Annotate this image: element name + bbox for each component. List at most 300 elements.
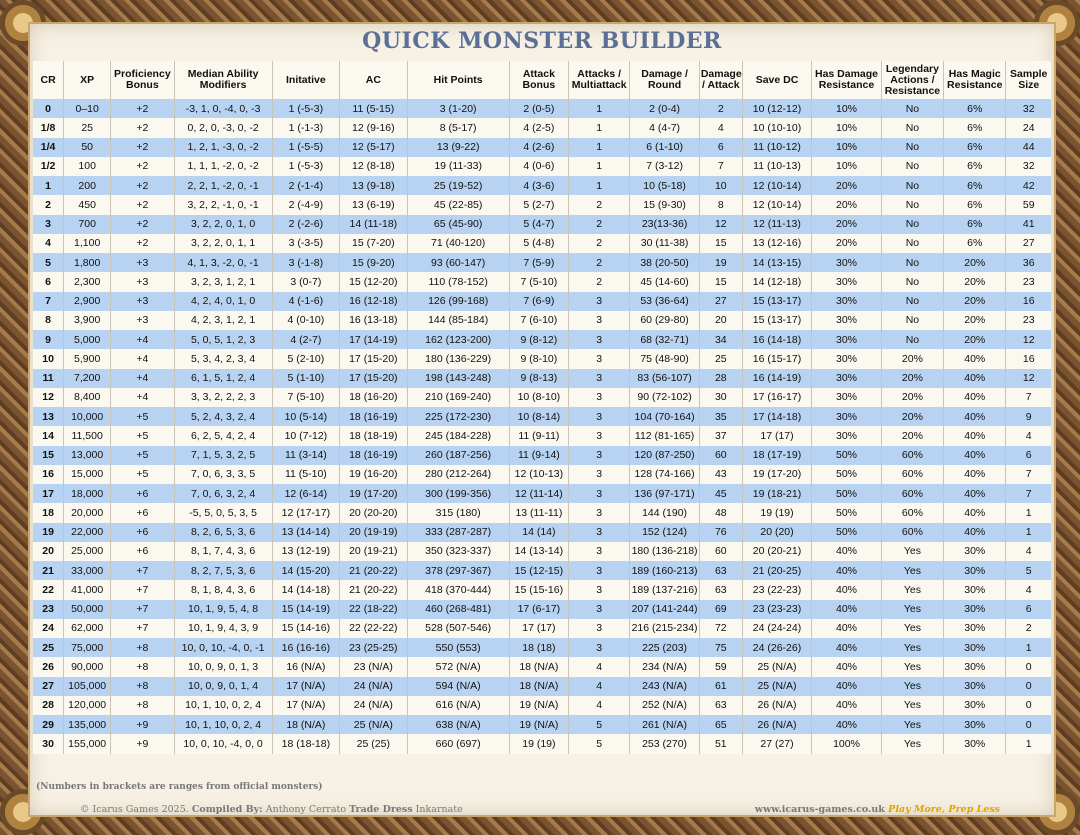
table-cell: +4 <box>111 330 174 349</box>
table-cell: 60% <box>881 484 943 503</box>
table-cell: 3 <box>569 619 630 638</box>
table-cell: 21 (20-25) <box>742 561 812 580</box>
table-cell: 180 (136-218) <box>630 542 700 561</box>
table-cell: No <box>881 118 943 137</box>
table-cell: 20 <box>699 311 742 330</box>
table-cell: 61 <box>699 677 742 696</box>
table-cell: +4 <box>111 369 174 388</box>
table-cell: 144 (190) <box>630 503 700 522</box>
table-cell: 13 (6-19) <box>340 195 407 214</box>
table-cell: 10, 0, 9, 0, 1, 4 <box>174 677 272 696</box>
table-cell: Yes <box>881 561 943 580</box>
table-cell: 40% <box>812 600 882 619</box>
table-cell: 1,800 <box>64 253 111 272</box>
table-cell: 8, 2, 7, 5, 3, 6 <box>174 561 272 580</box>
table-cell: 27 <box>1006 234 1051 253</box>
table-cell: 10 (7-12) <box>272 426 339 445</box>
table-cell: 0, 2, 0, -3, 0, -2 <box>174 118 272 137</box>
table-cell: -3, 1, 0, -4, 0, -3 <box>174 99 272 118</box>
table-cell: 14 (11-18) <box>340 215 407 234</box>
table-cell: 25 <box>33 638 64 657</box>
table-row <box>33 465 1051 484</box>
table-cell: +8 <box>111 657 174 676</box>
table-cell: 0 <box>1006 715 1051 734</box>
table-cell: 7 <box>1006 388 1051 407</box>
table-cell: 13 (14-14) <box>272 523 339 542</box>
compiled-label: Compiled By: <box>191 804 263 815</box>
table-cell: 19 <box>699 253 742 272</box>
column-header: Attack Bonus <box>509 61 568 99</box>
table-cell: 1 <box>1006 734 1051 753</box>
table-cell: 20% <box>812 215 882 234</box>
table-cell: 15 (9-20) <box>340 253 407 272</box>
table-cell: 33,000 <box>64 561 111 580</box>
table-cell: 144 (85-184) <box>407 311 509 330</box>
table-cell: 25,000 <box>64 542 111 561</box>
table-cell: 245 (184-228) <box>407 426 509 445</box>
table-cell: 4 (0-6) <box>509 157 568 176</box>
table-cell: 2,900 <box>64 292 111 311</box>
table-cell: 20% <box>812 234 882 253</box>
table-cell: 1 <box>569 99 630 118</box>
table-cell: 11,500 <box>64 426 111 445</box>
table-cell: 14 (13-15) <box>742 253 812 272</box>
footer-credits <box>80 804 463 815</box>
table-cell: 23 (22-23) <box>742 580 812 599</box>
table-cell: 20% <box>881 407 943 426</box>
table-cell: 14 (14) <box>509 523 568 542</box>
table-cell: 225 (172-230) <box>407 407 509 426</box>
table-cell: No <box>881 99 943 118</box>
table-cell: 30% <box>944 619 1006 638</box>
table-cell: 112 (81-165) <box>630 426 700 445</box>
table-row <box>33 734 1051 753</box>
table-cell: 10, 1, 10, 0, 2, 4 <box>174 715 272 734</box>
table-cell: 16 (12-18) <box>340 292 407 311</box>
table-cell: 3 <box>569 349 630 368</box>
table-cell: 15 <box>699 234 742 253</box>
column-header: Hit Points <box>407 61 509 99</box>
table-cell: 41,000 <box>64 580 111 599</box>
table-cell: 3 <box>569 369 630 388</box>
table-cell: Yes <box>881 619 943 638</box>
table-cell: 10 <box>699 176 742 195</box>
table-cell: 75 <box>699 638 742 657</box>
table-row <box>33 542 1051 561</box>
table-cell: 17 (14-18) <box>742 407 812 426</box>
table-cell: 19 (N/A) <box>509 715 568 734</box>
table-cell: +7 <box>111 619 174 638</box>
table-cell: 16 (14-18) <box>742 330 812 349</box>
table-cell: +2 <box>111 176 174 195</box>
table-cell: Yes <box>881 600 943 619</box>
table-cell: 63 <box>699 580 742 599</box>
table-cell: 63 <box>699 561 742 580</box>
table-cell: 19 (19) <box>742 503 812 522</box>
table-cell: 3 <box>569 542 630 561</box>
table-cell: 11 <box>33 369 64 388</box>
table-body <box>33 99 1051 754</box>
table-cell: 3 <box>569 484 630 503</box>
table-cell: 48 <box>699 503 742 522</box>
table-cell: 6 <box>33 272 64 291</box>
table-cell: 11 (9-14) <box>509 446 568 465</box>
table-cell: 210 (169-240) <box>407 388 509 407</box>
table-cell: 18 (18-19) <box>340 426 407 445</box>
table-cell: 24 (N/A) <box>340 677 407 696</box>
table-cell: 450 <box>64 195 111 214</box>
table-cell: 50,000 <box>64 600 111 619</box>
table-cell: 10 (5-14) <box>272 407 339 426</box>
table-cell: 40% <box>812 715 882 734</box>
table-cell: 12 <box>1006 369 1051 388</box>
table-cell: 3 <box>569 523 630 542</box>
table-cell: 9 (8-13) <box>509 369 568 388</box>
table-cell: 44 <box>1006 138 1051 157</box>
table-cell: 25 (N/A) <box>742 677 812 696</box>
table-cell: 21 <box>33 561 64 580</box>
table-cell: 20% <box>812 176 882 195</box>
table-cell: 3 <box>569 638 630 657</box>
table-cell: 30% <box>944 734 1006 753</box>
table-cell: 1/2 <box>33 157 64 176</box>
table-cell: 42 <box>1006 176 1051 195</box>
table-cell: +7 <box>111 600 174 619</box>
table-cell: 17 (16-17) <box>742 388 812 407</box>
table-cell: 7 <box>33 292 64 311</box>
table-cell: 45 <box>699 484 742 503</box>
table-row <box>33 349 1051 368</box>
table-cell: 7 <box>1006 484 1051 503</box>
table-cell: 3, 2, 2, -1, 0, -1 <box>174 195 272 214</box>
column-header: CR <box>33 61 64 99</box>
table-cell: 3 (-1-8) <box>272 253 339 272</box>
table-cell: 72 <box>699 619 742 638</box>
table-cell: 3 <box>569 465 630 484</box>
table-cell: 93 (60-147) <box>407 253 509 272</box>
table-cell: 17 (17) <box>742 426 812 445</box>
table-cell: 8, 1, 7, 4, 3, 6 <box>174 542 272 561</box>
table-cell: 128 (74-166) <box>630 465 700 484</box>
table-cell: 4 (0-10) <box>272 311 339 330</box>
table-cell: 126 (99-168) <box>407 292 509 311</box>
table-cell: 50% <box>812 503 882 522</box>
monster-stats-table <box>33 61 1051 754</box>
table-cell: 7 (5-10) <box>272 388 339 407</box>
table-cell: 7,200 <box>64 369 111 388</box>
table-cell: 3 <box>33 215 64 234</box>
table-cell: 660 (697) <box>407 734 509 753</box>
table-cell: 14 (13-14) <box>509 542 568 561</box>
column-header: Save DC <box>742 61 812 99</box>
table-cell: Yes <box>881 734 943 753</box>
table-cell: 12 (10-14) <box>742 195 812 214</box>
table-cell: 198 (143-248) <box>407 369 509 388</box>
table-cell: 7 <box>1006 465 1051 484</box>
table-cell: 2 <box>569 253 630 272</box>
table-cell: 18,000 <box>64 484 111 503</box>
table-cell: 180 (136-229) <box>407 349 509 368</box>
table-cell: 28 <box>699 369 742 388</box>
table-cell: 5 <box>569 715 630 734</box>
table-cell: 10 <box>33 349 64 368</box>
table-cell: No <box>881 311 943 330</box>
table-cell: 594 (N/A) <box>407 677 509 696</box>
table-cell: No <box>881 157 943 176</box>
table-row <box>33 195 1051 214</box>
column-header: Damage / Round <box>630 61 700 99</box>
table-cell: +2 <box>111 195 174 214</box>
table-cell: 7 <box>699 157 742 176</box>
table-cell: -5, 5, 0, 5, 3, 5 <box>174 503 272 522</box>
table-cell: 24 (26-26) <box>742 638 812 657</box>
table-cell: 152 (124) <box>630 523 700 542</box>
table-cell: No <box>881 330 943 349</box>
table-cell: 10, 1, 10, 0, 2, 4 <box>174 696 272 715</box>
table-cell: 2 (0-4) <box>630 99 700 118</box>
table-cell: 40% <box>812 677 882 696</box>
table-cell: 30 <box>699 388 742 407</box>
table-row <box>33 118 1051 137</box>
table-cell: 12 (11-13) <box>742 215 812 234</box>
table-cell: 30% <box>944 657 1006 676</box>
table-cell: +2 <box>111 118 174 137</box>
table-cell: 16 <box>33 465 64 484</box>
table-cell: 162 (123-200) <box>407 330 509 349</box>
table-cell: 59 <box>1006 195 1051 214</box>
table-cell: 18 (17-19) <box>742 446 812 465</box>
table-cell: 3 <box>569 600 630 619</box>
table-cell: 104 (70-164) <box>630 407 700 426</box>
table-cell: 572 (N/A) <box>407 657 509 676</box>
table-cell: 3 <box>569 407 630 426</box>
table-cell: +3 <box>111 272 174 291</box>
table-cell: 40% <box>944 388 1006 407</box>
table-cell: 25 (25) <box>340 734 407 753</box>
table-cell: 15 (13-17) <box>742 311 812 330</box>
table-cell: 5, 3, 4, 2, 3, 4 <box>174 349 272 368</box>
table-cell: 7 (3-12) <box>630 157 700 176</box>
table-cell: No <box>881 292 943 311</box>
table-cell: 43 <box>699 465 742 484</box>
table-cell: 9 <box>1006 407 1051 426</box>
table-cell: 20% <box>944 272 1006 291</box>
table-cell: 23 (N/A) <box>340 657 407 676</box>
table-cell: +5 <box>111 426 174 445</box>
table-cell: 12 (11-14) <box>509 484 568 503</box>
table-cell: +6 <box>111 503 174 522</box>
table-cell: 30% <box>812 407 882 426</box>
table-cell: 40% <box>944 407 1006 426</box>
table-cell: 30% <box>944 542 1006 561</box>
table-cell: 1 <box>569 138 630 157</box>
table-cell: 19 (11-33) <box>407 157 509 176</box>
table-row <box>33 176 1051 195</box>
table-cell: 20% <box>944 330 1006 349</box>
table-cell: 638 (N/A) <box>407 715 509 734</box>
table-cell: 8, 1, 8, 4, 3, 6 <box>174 580 272 599</box>
table-cell: 6 (1-10) <box>630 138 700 157</box>
table-cell: 10% <box>812 138 882 157</box>
table-cell: 14 (12-18) <box>742 272 812 291</box>
table-cell: 12 <box>33 388 64 407</box>
table-cell: 3 <box>569 503 630 522</box>
table-cell: 63 <box>699 696 742 715</box>
table-row <box>33 234 1051 253</box>
table-cell: 4 <box>699 118 742 137</box>
table-cell: 3 <box>569 292 630 311</box>
table-cell: 14 <box>33 426 64 445</box>
table-cell: 200 <box>64 176 111 195</box>
table-cell: 13 (12-16) <box>742 234 812 253</box>
table-cell: 13 (9-18) <box>340 176 407 195</box>
table-cell: 29 <box>33 715 64 734</box>
table-cell: 23 (25-25) <box>340 638 407 657</box>
table-cell: 2, 2, 1, -2, 0, -1 <box>174 176 272 195</box>
table-cell: +8 <box>111 677 174 696</box>
table-cell: 225 (203) <box>630 638 700 657</box>
table-cell: 32 <box>1006 157 1051 176</box>
table-cell: 0 <box>1006 657 1051 676</box>
table-cell: +5 <box>111 407 174 426</box>
table-cell: 6% <box>944 215 1006 234</box>
table-cell: 12 <box>699 215 742 234</box>
table-cell: 40% <box>812 638 882 657</box>
table-row <box>33 272 1051 291</box>
table-cell: 6 <box>699 138 742 157</box>
table-cell: 2 <box>569 215 630 234</box>
table-cell: Yes <box>881 677 943 696</box>
table-cell: 616 (N/A) <box>407 696 509 715</box>
table-cell: 3 <box>569 580 630 599</box>
table-cell: No <box>881 253 943 272</box>
table-cell: 17 <box>33 484 64 503</box>
tagline: Play More, Prep Less <box>888 804 1000 815</box>
trade-dress-label: Trade Dress <box>349 804 413 815</box>
table-cell: 6% <box>944 138 1006 157</box>
table-cell: 7 (5-10) <box>509 272 568 291</box>
table-cell: Yes <box>881 715 943 734</box>
table-cell: 21 (20-22) <box>340 580 407 599</box>
table-cell: 15 <box>33 446 64 465</box>
table-cell: 15 (12-15) <box>509 561 568 580</box>
table-cell: 50% <box>812 446 882 465</box>
table-cell: 16 (14-19) <box>742 369 812 388</box>
table-cell: 528 (507-546) <box>407 619 509 638</box>
footer-site <box>755 804 1000 815</box>
table-row <box>33 715 1051 734</box>
table-cell: 1 (-1-3) <box>272 118 339 137</box>
table-cell: 22 (18-22) <box>340 600 407 619</box>
table-cell: 0–10 <box>64 99 111 118</box>
table-row <box>33 523 1051 542</box>
table-cell: +2 <box>111 138 174 157</box>
table-row <box>33 657 1051 676</box>
table-cell: 30% <box>812 349 882 368</box>
table-cell: 10 (8-10) <box>509 388 568 407</box>
table-cell: 19 <box>33 523 64 542</box>
table-cell: 9 <box>33 330 64 349</box>
table-cell: 20% <box>881 349 943 368</box>
table-cell: 2 (0-5) <box>509 99 568 118</box>
column-header: Has Magic Resistance <box>944 61 1006 99</box>
table-cell: 1 <box>569 118 630 137</box>
table-cell: 18 (16-19) <box>340 407 407 426</box>
table-cell: 1/8 <box>33 118 64 137</box>
ranges-note: (Numbers in brackets are ranges from official monsters) <box>36 782 323 792</box>
table-cell: 40% <box>944 369 1006 388</box>
table-cell: +2 <box>111 99 174 118</box>
table-cell: 23 <box>1006 311 1051 330</box>
table-cell: 253 (270) <box>630 734 700 753</box>
table-cell: 4 (3-6) <box>509 176 568 195</box>
column-header: XP <box>64 61 111 99</box>
table-cell: 261 (N/A) <box>630 715 700 734</box>
table-cell: 11 (10-13) <box>742 157 812 176</box>
table-cell: 40% <box>944 426 1006 445</box>
table-row <box>33 600 1051 619</box>
table-cell: 30% <box>812 311 882 330</box>
table-cell: 40% <box>812 657 882 676</box>
table-cell: 15 (13-17) <box>742 292 812 311</box>
table-row <box>33 619 1051 638</box>
table-cell: 700 <box>64 215 111 234</box>
table-header-row <box>33 61 1051 99</box>
table-cell: 40% <box>944 484 1006 503</box>
column-header: Initative <box>272 61 339 99</box>
table-cell: 18 (N/A) <box>509 657 568 676</box>
website-link[interactable]: www.icarus-games.co.uk <box>754 804 885 815</box>
table-cell: 3 <box>569 388 630 407</box>
table-cell: 4 <box>1006 426 1051 445</box>
table-cell: 19 (17-20) <box>742 465 812 484</box>
table-cell: 20 (19-21) <box>340 542 407 561</box>
table-cell: 5 (1-10) <box>272 369 339 388</box>
table-cell: 3 <box>569 426 630 445</box>
table-row <box>33 99 1051 118</box>
table-cell: 19 (19) <box>509 734 568 753</box>
table-cell: 5,000 <box>64 330 111 349</box>
table-cell: 15 (14-19) <box>272 600 339 619</box>
table-cell: 16 (16-16) <box>272 638 339 657</box>
table-cell: 2 <box>569 272 630 291</box>
table-cell: 15 (15-16) <box>509 580 568 599</box>
table-cell: 12 (17-17) <box>272 503 339 522</box>
table-cell: 1 (-5-5) <box>272 138 339 157</box>
table-cell: 40% <box>812 619 882 638</box>
table-cell: 90 (72-102) <box>630 388 700 407</box>
table-cell: 189 (160-213) <box>630 561 700 580</box>
table-cell: 6 <box>1006 446 1051 465</box>
table-cell: 4 <box>33 234 64 253</box>
table-cell: 5,900 <box>64 349 111 368</box>
table-cell: 30% <box>812 272 882 291</box>
table-cell: 17 (6-17) <box>509 600 568 619</box>
table-cell: 17 (N/A) <box>272 677 339 696</box>
table-cell: 5 (4-7) <box>509 215 568 234</box>
table-row <box>33 253 1051 272</box>
table-cell: 38 (20-50) <box>630 253 700 272</box>
table-row <box>33 369 1051 388</box>
table-cell: +5 <box>111 465 174 484</box>
table-cell: 110 (78-152) <box>407 272 509 291</box>
table-cell: 13 (9-22) <box>407 138 509 157</box>
table-cell: 76 <box>699 523 742 542</box>
table-cell: 2 (-1-4) <box>272 176 339 195</box>
table-cell: 30% <box>944 696 1006 715</box>
table-cell: 6 <box>1006 600 1051 619</box>
table-cell: 100% <box>812 734 882 753</box>
